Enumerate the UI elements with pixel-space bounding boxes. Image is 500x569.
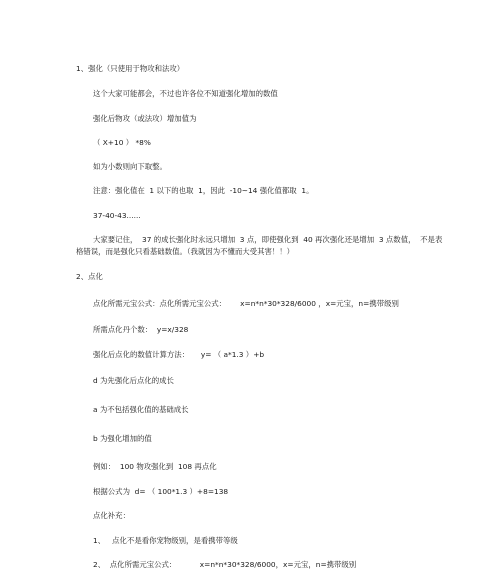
paragraph: a 为不包括强化值的基础成长 — [93, 405, 189, 414]
paragraph: b 为强化增加的值 — [93, 434, 152, 443]
paragraph: 所需点化丹个数： y=x/328 — [93, 325, 189, 334]
section-1-heading: 1、强化（只使用于物攻和法攻） — [76, 64, 185, 73]
paragraph: 例如： 100 物攻强化到 108 再点化 — [93, 462, 217, 471]
paragraph: 这个大家可能都会，不过也许各位不知道强化增加的数值 — [93, 89, 278, 98]
section-2-heading: 2、点化 — [76, 272, 103, 281]
paragraph: 根据公式为 d= （ 100*1.3 ）+8=138 — [93, 487, 229, 496]
list-item: 1、 点化不是看你宠物级别，是看携带等级 — [93, 536, 238, 545]
formula: （ X+10 ） *8% — [93, 138, 151, 147]
list-item: 2、 点化所需元宝公式： x=n*n*30*328/6000，x=元宝，n=携带级别 — [93, 560, 357, 569]
paragraph: 大家要记住， 37 的成长强化时永远只增加 3 点，即使强化到 40 再次强化还是增加 3 点数值， 不是表 — [93, 235, 443, 244]
paragraph: 点化补充： — [93, 511, 130, 520]
paragraph: 格错误，而是强化只看基础数值。（我就因为不懂而大受其害！！） — [76, 247, 295, 256]
paragraph: 强化后物攻（或法攻）增加值为 — [93, 114, 197, 123]
paragraph: d 为先强化后点化的成长 — [93, 376, 174, 385]
paragraph: 强化后点化的数值计算方法： y= （ a*1.3 ）+b — [93, 350, 265, 359]
paragraph: 37-40-43...... — [93, 211, 141, 220]
paragraph: 如为小数则向下取整。 — [93, 162, 167, 171]
paragraph: 注意：强化值在 1 以下的也取 1，因此 -10~14 强化值都取 1。 — [93, 186, 314, 195]
paragraph: 点化所需元宝公式：点化所需元宝公式： x=n*n*30*328/6000 ，x=元宝，n=携带级别 — [93, 299, 399, 308]
